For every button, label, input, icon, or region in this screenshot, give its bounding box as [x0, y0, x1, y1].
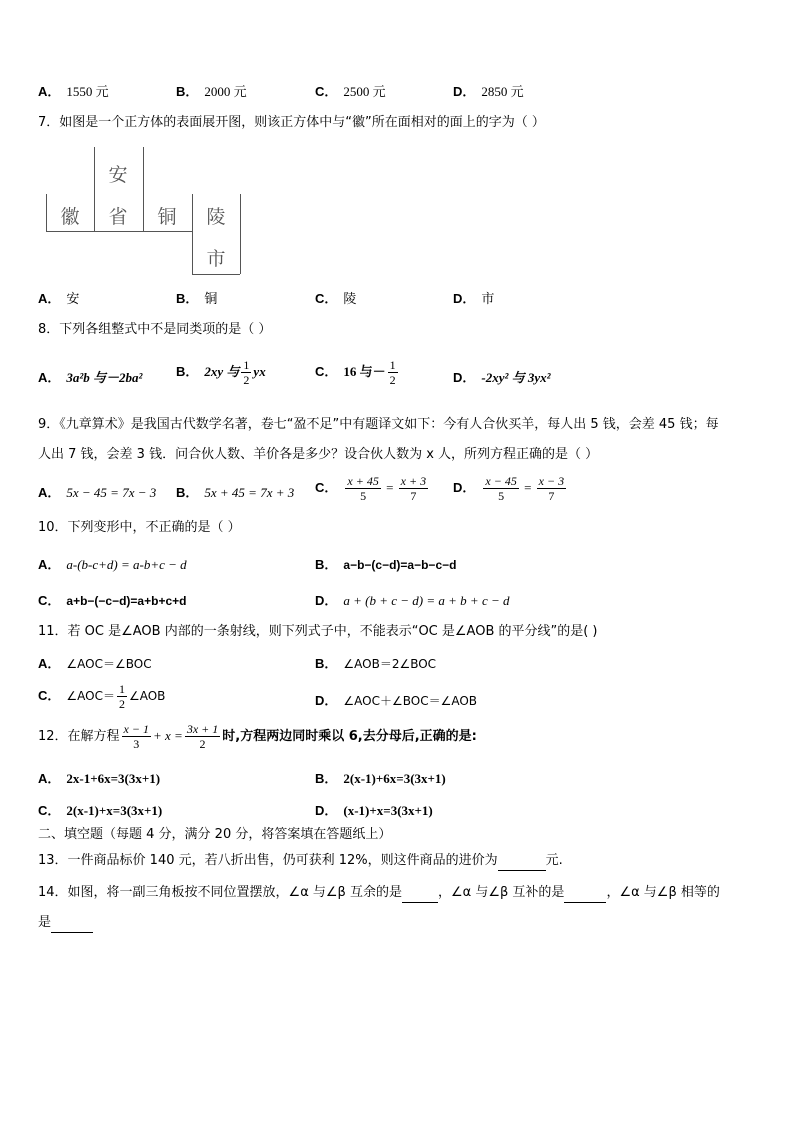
- option-letter: B．: [315, 557, 338, 572]
- option-letter: B．: [315, 656, 338, 671]
- q6-option-a: [38, 83, 109, 102]
- option-text: 安: [66, 292, 80, 307]
- stem-text: + x =: [152, 728, 183, 743]
- q8-option-a: [38, 369, 142, 388]
- stem-text: ，∠α 与∠β 相等的: [606, 885, 720, 900]
- fraction-numerator: x + 3: [400, 474, 427, 488]
- option-letter: A．: [38, 84, 61, 99]
- fraction: [537, 474, 566, 503]
- q9-option-b: [176, 484, 294, 503]
- q7-option-b: [176, 290, 217, 309]
- option-text: 5x + 45 = 7x + 3: [204, 485, 295, 500]
- option-letter: C．: [38, 803, 61, 818]
- stem-text: 13．一件商品标价 140 元，若八折出售，仍可获利 12%，则这件商品的进价为: [38, 853, 498, 868]
- option-text: 1550 元: [66, 84, 109, 99]
- fraction-numerator: x + 45: [347, 474, 379, 488]
- fraction: [399, 474, 428, 503]
- q8-option-c: [315, 358, 400, 387]
- option-letter: B．: [176, 364, 199, 379]
- q12-option-a: [38, 770, 160, 789]
- q9-stem-line2: 人出 7 钱，会差 3 钱．问合伙人数、羊价各是多少？设合伙人数为 x 人，所列方程正确的是（ ）: [38, 447, 599, 462]
- option-letter: A．: [38, 485, 61, 500]
- fraction-denominator: 5: [498, 489, 505, 503]
- answer-blank[interactable]: [402, 884, 438, 903]
- fraction-numerator: 3x + 1: [186, 722, 219, 736]
- option-letter: C．: [315, 291, 338, 306]
- net-face-sheng: 省: [108, 205, 128, 228]
- net-line: [94, 147, 95, 232]
- q12-option-b: [315, 770, 446, 789]
- net-line: [46, 231, 192, 232]
- option-text: a−b−(c−d)=a−b−c−d: [343, 558, 457, 572]
- answer-blank[interactable]: [498, 852, 546, 871]
- option-text: 铜: [204, 292, 218, 307]
- fraction-denominator: 3: [133, 737, 140, 751]
- net-line: [192, 274, 240, 275]
- fraction-denominator: 2: [199, 737, 206, 751]
- fraction: [122, 722, 151, 751]
- option-text: 2(x-1)+6x=3(3x+1): [343, 771, 446, 786]
- option-letter: C．: [38, 688, 61, 703]
- option-letter: C．: [315, 480, 338, 495]
- option-text: ∠AOC＋∠BOC＝∠AOB: [343, 694, 478, 708]
- q11-stem: 11．若 OC 是∠AOB 内部的一条射线，则下列式子中，不能表示“OC 是∠AOB 的平分线”的是( ): [38, 624, 598, 639]
- q10-option-b: [315, 556, 456, 575]
- fraction: [185, 722, 220, 751]
- option-text: 2(x-1)+x=3(3x+1): [66, 803, 163, 818]
- option-text: ∠AOC＝∠BOC: [66, 657, 152, 671]
- option-text: a + (b + c − d) = a + b + c − d: [343, 593, 510, 608]
- net-line: [143, 147, 144, 232]
- net-line: [192, 194, 193, 274]
- q6-option-b: [176, 83, 247, 102]
- fraction: [117, 682, 127, 711]
- option-letter: D．: [453, 84, 476, 99]
- q10-option-a: [38, 556, 187, 575]
- fraction-numerator: x − 3: [538, 474, 565, 488]
- net-face-ling: 陵: [206, 205, 226, 228]
- option-text: 2xy 与: [204, 364, 240, 379]
- q12-stem: [38, 722, 477, 751]
- option-text: ∠AOB: [128, 689, 166, 703]
- q8-stem: 8．下列各组整式中不是同类项的是（ ）: [38, 322, 272, 337]
- option-letter: B．: [315, 771, 338, 786]
- net-face-shi: 市: [206, 247, 226, 270]
- q12-option-d: [315, 802, 433, 821]
- q12-option-c: [38, 802, 162, 821]
- stem-text: 是: [38, 915, 52, 930]
- q9-option-a: [38, 484, 156, 503]
- option-text: a-(b-c+d) = a-b+c − d: [66, 557, 187, 572]
- option-text: (x-1)+x=3(3x+1): [343, 803, 433, 818]
- fraction-denominator: 5: [360, 489, 367, 503]
- fraction-denominator: 2: [118, 697, 125, 711]
- net-face-hui: 徽: [60, 205, 80, 228]
- option-letter: A．: [38, 291, 61, 306]
- stem-text: 12．在解方程: [38, 729, 120, 744]
- q11-option-c: [38, 682, 165, 711]
- fraction: [483, 474, 518, 503]
- q6-option-c: [315, 83, 386, 102]
- q8-option-d: [453, 369, 551, 388]
- option-letter: B．: [176, 84, 199, 99]
- q9-option-c: C． $\frac{x + 45}{5}$ = $\frac{x + 3}{7}$: [315, 474, 427, 503]
- option-text: 3a²b 与－2ba²: [66, 370, 143, 385]
- q7-option-a: [38, 290, 79, 309]
- fraction: [241, 358, 251, 387]
- q10-option-d: [315, 592, 510, 611]
- fraction-denominator: 7: [548, 489, 555, 503]
- fraction-denominator: 7: [410, 489, 417, 503]
- net-line: [240, 194, 241, 274]
- q8-option-b: [176, 358, 266, 387]
- option-letter: D．: [453, 291, 476, 306]
- q9-stem-line1: 9．《九章算术》是我国古代数学名著，卷七“盈不足”中有题译文如下：今有人合伙买羊，每人出 5 钱，会差 45 钱；每: [38, 417, 719, 432]
- option-letter: C．: [315, 364, 338, 379]
- option-text: -2xy² 与 3yx²: [481, 370, 551, 385]
- q6-option-d: [453, 83, 524, 102]
- option-letter: C．: [315, 84, 338, 99]
- stem-text: 时,方程两边同时乘以 6,去分母后,正确的是:: [222, 729, 477, 744]
- answer-blank[interactable]: [564, 884, 606, 903]
- q14-stem-line1: [38, 884, 720, 903]
- fraction-numerator: 1: [118, 682, 125, 696]
- q11-option-d: [315, 692, 477, 711]
- q11-option-b: [315, 655, 436, 674]
- fraction: [388, 358, 398, 387]
- cube-net-figure: [46, 147, 246, 275]
- option-letter: D．: [315, 593, 338, 608]
- option-text: a+b−(−c−d)=a+b+c+d: [66, 594, 187, 608]
- q14-stem-line2: [38, 914, 93, 933]
- stem-text: 元.: [545, 853, 563, 868]
- option-text: 市: [481, 292, 495, 307]
- option-text: yx: [253, 364, 266, 379]
- option-letter: D．: [453, 370, 476, 385]
- q10-stem: 10．下列变形中，不正确的是（ ）: [38, 520, 241, 535]
- option-letter: D．: [315, 803, 338, 818]
- answer-blank[interactable]: [51, 914, 93, 933]
- q7-stem: 7．如图是一个正方体的表面展开图，则该正方体中与“徽”所在面相对的面上的字为（ ）: [38, 115, 545, 130]
- option-text: 5x − 45 = 7x − 3: [66, 485, 157, 500]
- fraction-numerator: 1: [389, 358, 396, 372]
- option-text: 2850 元: [481, 84, 524, 99]
- option-letter: C．: [38, 593, 61, 608]
- stem-text: 14．如图，将一副三角板按不同位置摆放，∠α 与∠β 互余的是: [38, 885, 402, 900]
- option-letter: A．: [38, 370, 61, 385]
- option-text: ∠AOB＝2∠BOC: [343, 657, 437, 671]
- option-text: 陵: [343, 292, 357, 307]
- fraction-numerator: x − 45: [485, 474, 517, 488]
- option-text: 16 与－: [343, 364, 386, 379]
- fraction-denominator: 2: [243, 373, 250, 387]
- q13-stem: [38, 852, 563, 871]
- option-letter: B．: [176, 485, 199, 500]
- net-face-an: 安: [108, 163, 128, 186]
- option-letter: B．: [176, 291, 199, 306]
- option-letter: A．: [38, 771, 61, 786]
- q7-option-d: [453, 290, 494, 309]
- q11-option-a: [38, 655, 152, 674]
- net-line: [46, 194, 47, 232]
- option-letter: A．: [38, 656, 61, 671]
- fraction-denominator: 2: [389, 373, 396, 387]
- q10-option-c: [38, 592, 186, 611]
- fraction-numerator: 1: [243, 358, 250, 372]
- option-text: ∠AOC＝: [66, 689, 115, 703]
- section-heading-fill-in: 二、填空题（每题 4 分，满分 20 分，将答案填在答题纸上）: [38, 827, 392, 842]
- option-text: 2000 元: [204, 84, 247, 99]
- stem-text: ，∠α 与∠β 互补的是: [437, 885, 565, 900]
- option-letter: D．: [315, 693, 338, 708]
- fraction-numerator: x − 1: [123, 722, 149, 736]
- option-letter: A．: [38, 557, 61, 572]
- option-letter: D．: [453, 480, 476, 495]
- net-face-tong: 铜: [157, 205, 177, 228]
- q9-option-d: D． $\frac{x - 45}{5}$ = $\frac{x - 3}{7}$: [453, 474, 565, 503]
- fraction: [345, 474, 380, 503]
- option-text: 2500 元: [343, 84, 386, 99]
- option-text: 2x-1+6x=3(3x+1): [66, 771, 161, 786]
- q7-option-c: [315, 290, 356, 309]
